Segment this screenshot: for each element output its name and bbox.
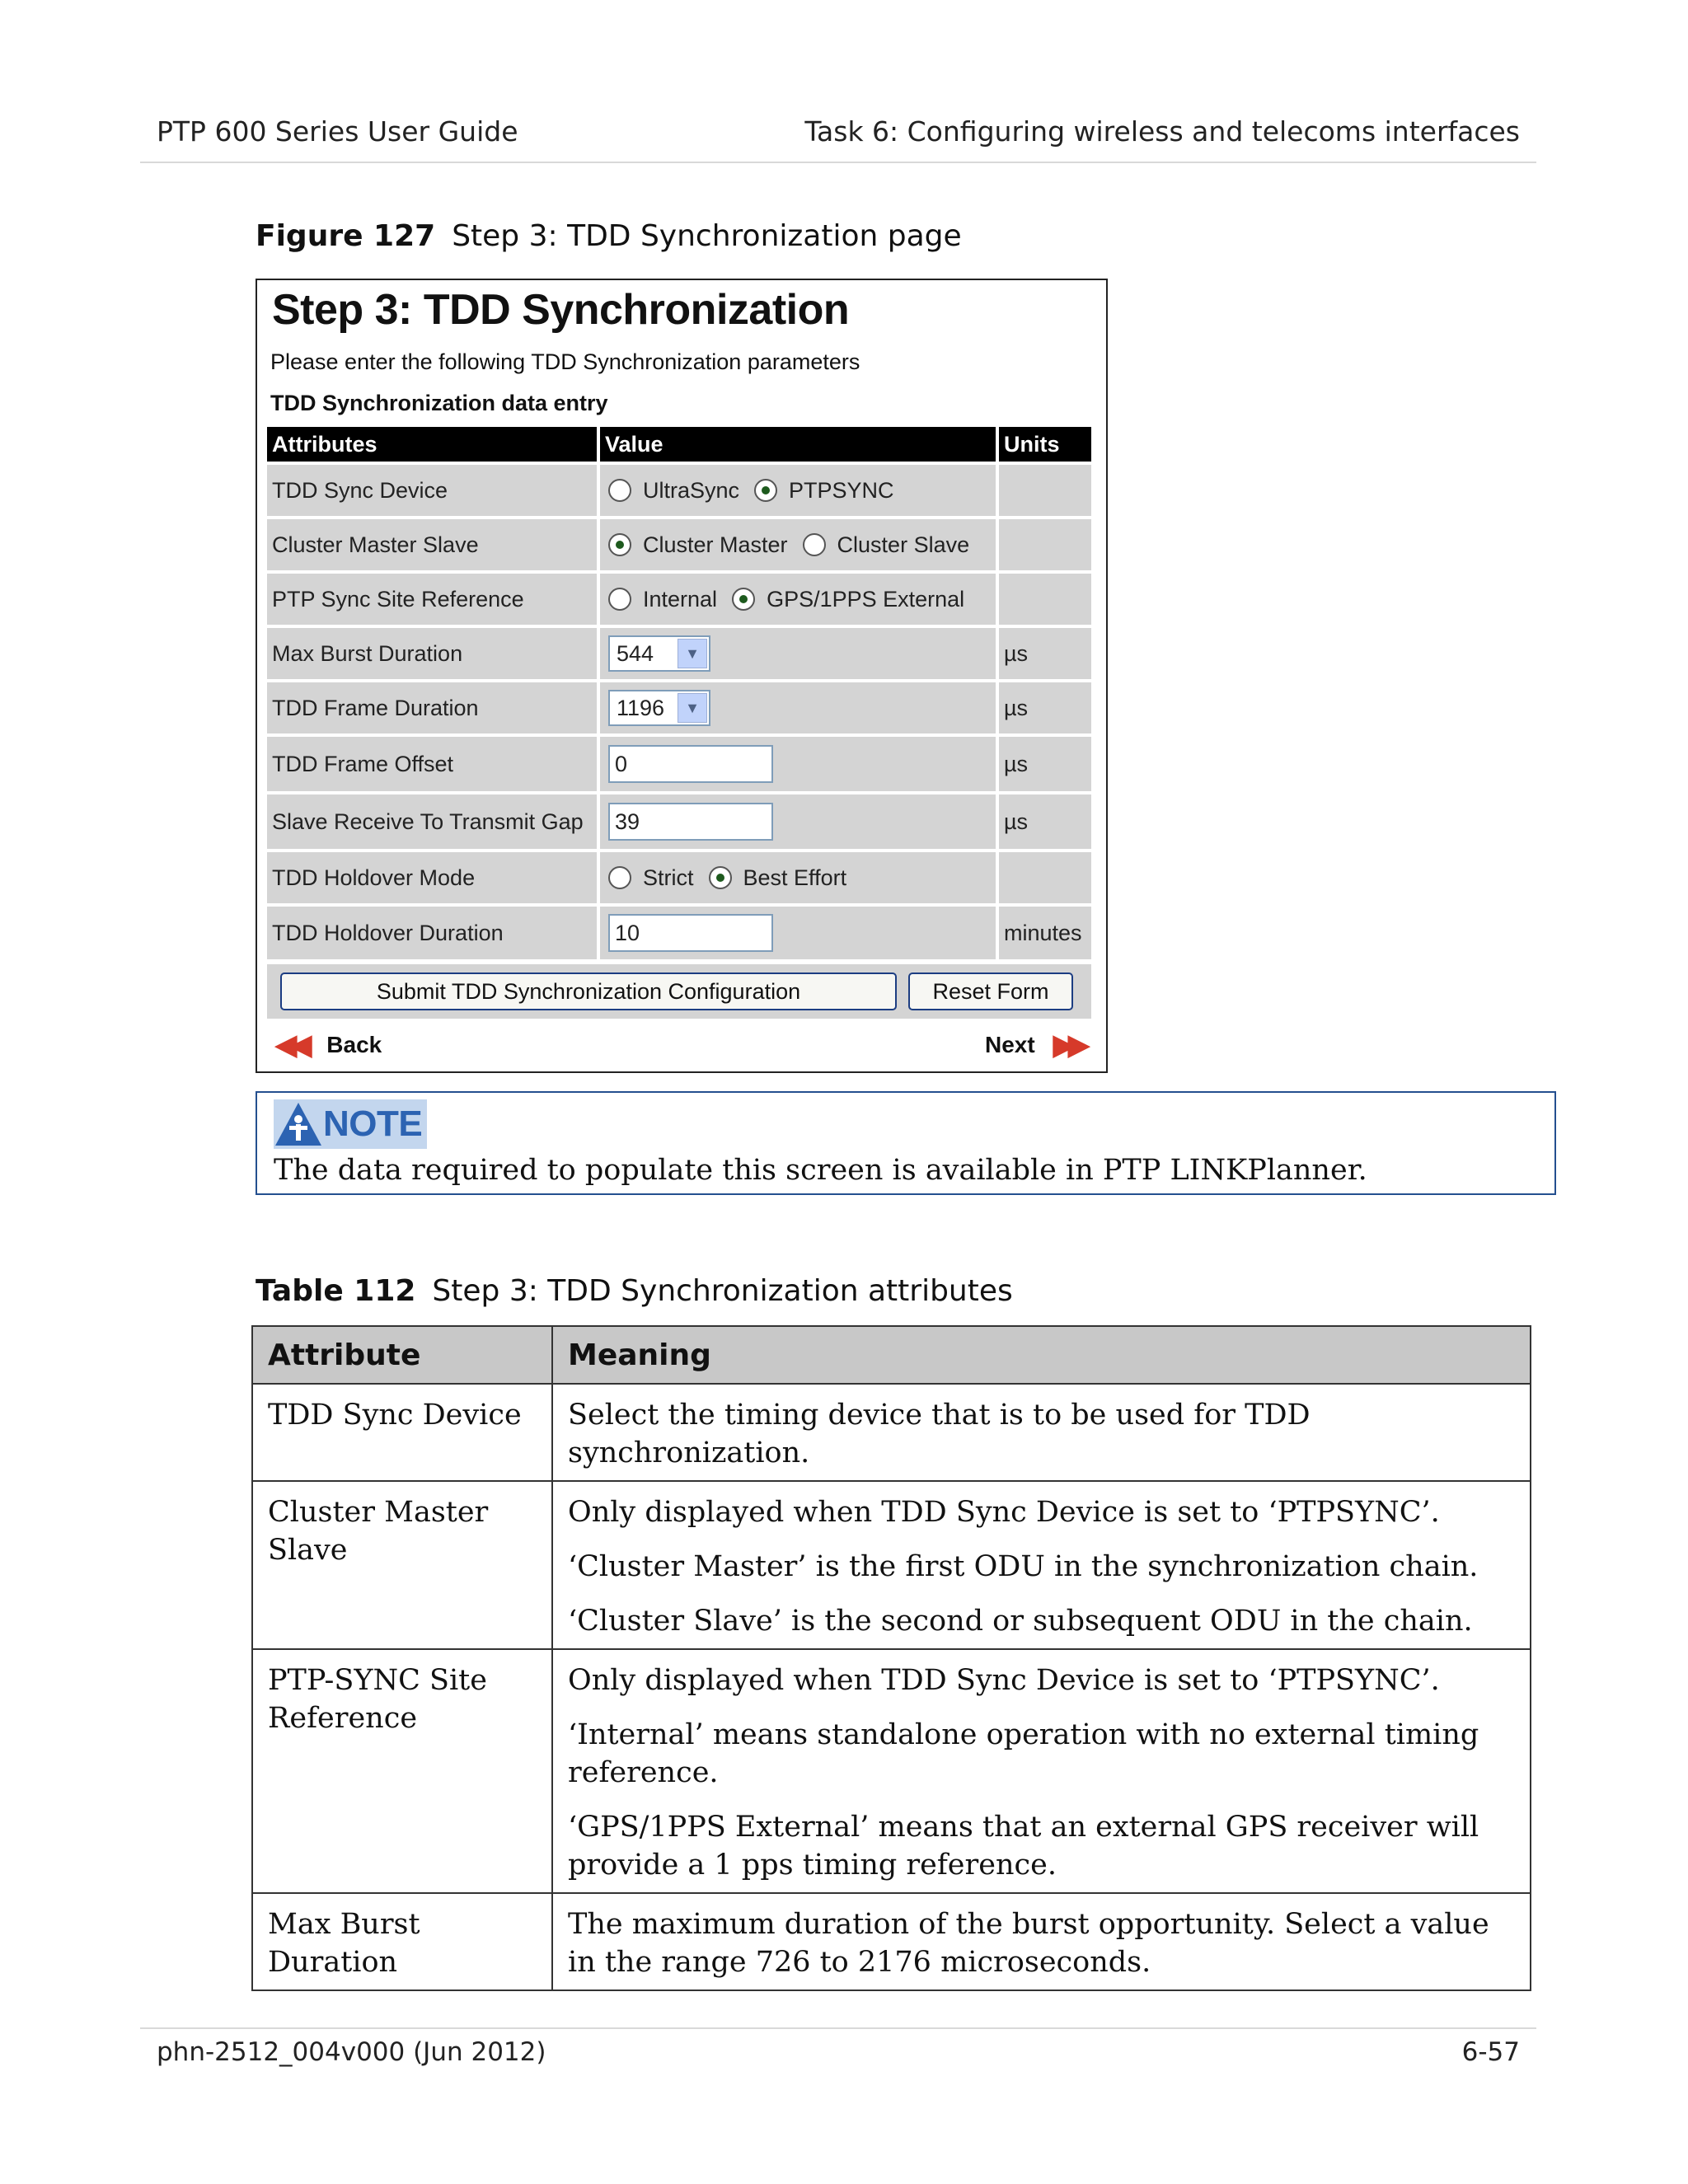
row-units: µs <box>999 794 1091 849</box>
row-value <box>600 682 996 733</box>
radio-selected-icon <box>732 588 755 611</box>
col-units: Units <box>999 427 1091 462</box>
table-row <box>252 1481 1531 1649</box>
header-attribute: Attribute <box>252 1326 552 1384</box>
slave-rx-tx-gap-input[interactable]: 39 <box>608 803 773 841</box>
radio-selected-icon <box>754 479 777 502</box>
row-cluster-master-slave <box>267 519 1091 570</box>
row-units: µs <box>999 682 1091 733</box>
radio-cluster-master[interactable]: Cluster Master <box>608 532 788 558</box>
col-value: Value <box>600 427 996 462</box>
row-units: µs <box>999 628 1091 679</box>
row-value <box>600 519 996 570</box>
col-attributes: Attributes <box>267 427 597 462</box>
header-divider <box>140 162 1536 163</box>
row-ptp-sync-site-reference <box>267 574 1091 625</box>
meaning-cell: Only displayed when TDD Sync Device is set to ‘PTPSYNC’. ‘Internal’ means standalone operation with no external timing reference. ‘GPS/1PPS External’ means that an external GPS receiver will provide a 1 pps timing reference. <box>552 1649 1531 1893</box>
radio-unselected-icon <box>803 533 826 556</box>
row-label: TDD Frame Duration <box>267 682 597 733</box>
note-badge <box>274 1099 427 1149</box>
row-label: Cluster Master Slave <box>267 519 597 570</box>
row-max-burst-duration <box>267 628 1091 679</box>
attributes-table <box>251 1325 1531 1991</box>
row-value <box>600 907 996 959</box>
tdd-sync-screenshot <box>256 279 1108 1073</box>
table-label: Table 112 <box>256 1274 416 1308</box>
row-units <box>999 465 1091 516</box>
reset-form-button[interactable]: Reset Form <box>908 972 1073 1010</box>
note-box <box>256 1091 1556 1195</box>
attribute-cell: Max Burst Duration <box>252 1893 552 1990</box>
row-tdd-frame-duration <box>267 682 1091 733</box>
chevron-down-icon[interactable]: ▼ <box>678 693 707 723</box>
warning-person-icon <box>274 1099 323 1149</box>
page-header-section: Task 6: Configuring wireless and telecoms interfaces <box>804 115 1520 148</box>
screen-section-title: TDD Synchronization data entry <box>270 391 608 415</box>
radio-gps-1pps-external[interactable]: GPS/1PPS External <box>732 587 964 612</box>
row-units: minutes <box>999 907 1091 959</box>
footer-doc-id: phn-2512_004v000 (Jun 2012) <box>157 2037 546 2067</box>
radio-unselected-icon <box>608 479 631 502</box>
note-text: The data required to populate this screen is available in PTP LINKPlanner. <box>274 1154 1367 1187</box>
radio-unselected-icon <box>608 588 631 611</box>
row-value <box>600 852 996 903</box>
tdd-frame-offset-input[interactable]: 0 <box>608 745 773 783</box>
double-right-arrow-icon: ▶▶ <box>1053 1029 1083 1061</box>
tdd-holdover-duration-input[interactable]: 10 <box>608 914 773 952</box>
max-burst-duration-select[interactable]: 544 ▼ <box>608 635 710 672</box>
row-label: PTP Sync Site Reference <box>267 574 597 625</box>
chevron-down-icon[interactable]: ▼ <box>678 639 707 668</box>
meaning-cell: Select the timing device that is to be used for TDD synchronization. <box>552 1384 1531 1481</box>
attribute-cell: TDD Sync Device <box>252 1384 552 1481</box>
row-tdd-holdover-mode <box>267 852 1091 903</box>
radio-selected-icon <box>709 866 732 889</box>
tdd-frame-duration-select[interactable]: 1196 ▼ <box>608 690 710 726</box>
figure-caption-text: Step 3: TDD Synchronization page <box>452 219 962 253</box>
attribute-cell: PTP-SYNC Site Reference <box>252 1649 552 1893</box>
back-link[interactable]: ◀◀ Back <box>275 1029 382 1061</box>
table-header-row <box>252 1326 1531 1384</box>
row-units: µs <box>999 737 1091 791</box>
row-value <box>600 628 996 679</box>
row-units <box>999 852 1091 903</box>
row-label: TDD Sync Device <box>267 465 597 516</box>
submit-tdd-sync-button[interactable]: Submit TDD Synchronization Configuration <box>280 972 897 1010</box>
table-caption-text: Step 3: TDD Synchronization attributes <box>432 1274 1013 1308</box>
table-row <box>252 1384 1531 1481</box>
double-left-arrow-icon: ◀◀ <box>275 1029 306 1061</box>
screen-intro: Please enter the following TDD Synchronization parameters <box>270 349 860 374</box>
meaning-cell: Only displayed when TDD Sync Device is set to ‘PTPSYNC’. ‘Cluster Master’ is the first ODU in the synchronization chain. ‘Cluster Slave’ is the second or subsequent ODU in the chain. <box>552 1481 1531 1649</box>
radio-ptpsync[interactable]: PTPSYNC <box>754 478 894 504</box>
form-table-header <box>267 427 1091 462</box>
footer-page-number: 6-57 <box>1461 2037 1520 2067</box>
header-meaning: Meaning <box>552 1326 1531 1384</box>
table-caption <box>256 1274 1013 1308</box>
row-tdd-sync-device <box>267 465 1091 516</box>
tdd-sync-form-table <box>267 427 1091 959</box>
row-value <box>600 465 996 516</box>
next-link[interactable]: Next ▶▶ <box>985 1029 1083 1061</box>
row-value <box>600 574 996 625</box>
row-label: TDD Holdover Mode <box>267 852 597 903</box>
row-label: Max Burst Duration <box>267 628 597 679</box>
figure-caption <box>256 219 962 253</box>
radio-internal[interactable]: Internal <box>608 587 717 612</box>
row-tdd-frame-offset <box>267 737 1091 791</box>
table-row <box>252 1893 1531 1990</box>
footer-divider <box>140 2027 1536 2029</box>
table-row <box>252 1649 1531 1893</box>
radio-best-effort[interactable]: Best Effort <box>709 865 847 891</box>
row-label: Slave Receive To Transmit Gap <box>267 794 597 849</box>
row-units <box>999 574 1091 625</box>
row-slave-rx-tx-gap <box>267 794 1091 849</box>
meaning-cell: The maximum duration of the burst opportunity. Select a value in the range 726 to 2176 microseconds. <box>552 1893 1531 1990</box>
row-label: TDD Frame Offset <box>267 737 597 791</box>
radio-strict[interactable]: Strict <box>608 865 694 891</box>
radio-ultrasync[interactable]: UltraSync <box>608 478 739 504</box>
attribute-cell: Cluster Master Slave <box>252 1481 552 1649</box>
row-value <box>600 737 996 791</box>
row-tdd-holdover-duration <box>267 907 1091 959</box>
radio-cluster-slave[interactable]: Cluster Slave <box>803 532 970 558</box>
radio-selected-icon <box>608 533 631 556</box>
row-units <box>999 519 1091 570</box>
screen-title: Step 3: TDD Synchronization <box>272 286 850 334</box>
note-title: NOTE <box>323 1104 423 1144</box>
page-header-title: PTP 600 Series User Guide <box>157 115 518 148</box>
figure-label: Figure 127 <box>256 219 436 253</box>
row-value <box>600 794 996 849</box>
row-label: TDD Holdover Duration <box>267 907 597 959</box>
radio-unselected-icon <box>608 866 631 889</box>
form-button-row <box>267 964 1091 1019</box>
